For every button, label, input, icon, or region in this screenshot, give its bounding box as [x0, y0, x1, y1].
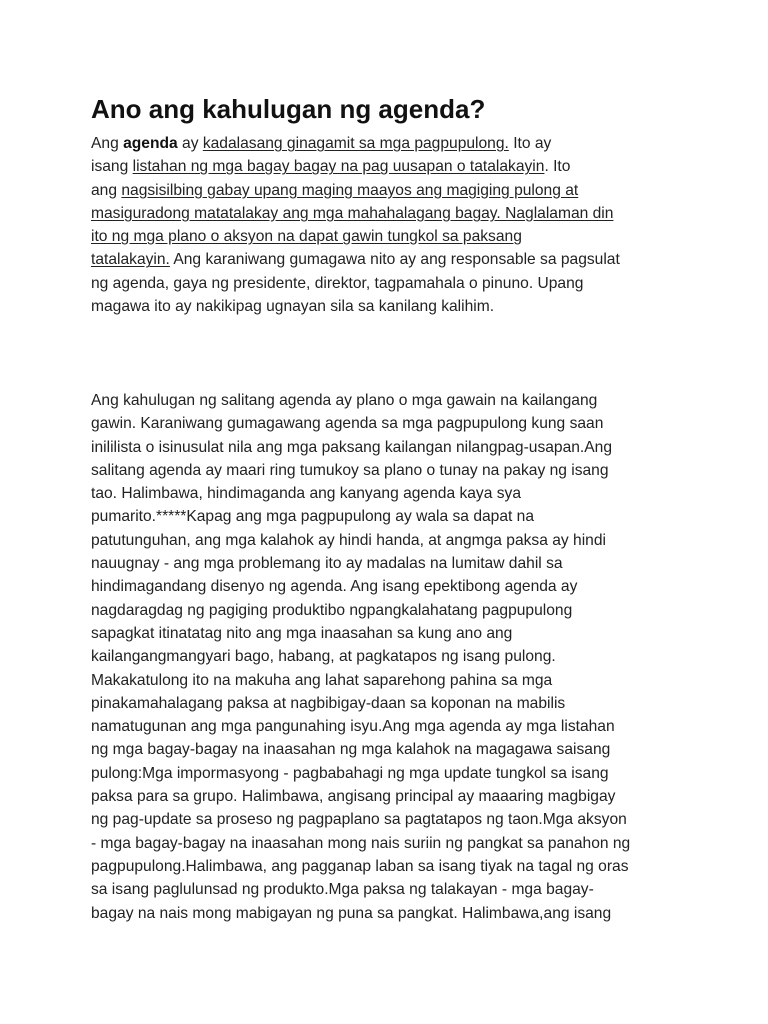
- text-line: [91, 179, 691, 202]
- text-line: pinakamahalagang paksa at nagbibigay-daan sa koponan na mabilis: [91, 694, 566, 712]
- text-line: Ang kahulugan ng salitang agenda ay plano o mga gawain na kailangang: [91, 392, 598, 409]
- text-link[interactable]: nagsisilbing gabay upang maging maayos ang magiging pulong at: [121, 181, 579, 199]
- text-line: kailangangmangyari bago, habang, at pagkatapos ng isang pulong.: [91, 648, 556, 666]
- body-paragraph: [91, 389, 691, 925]
- text-run: ng agenda, gaya ng presidente, direktor, tagpamahala o pinuno. Upang: [91, 274, 584, 292]
- text-line: [91, 155, 691, 178]
- text-line: - mga bagay-bagay na inaasahan mong nais suriin ng pangkat sa panahon ng: [91, 834, 631, 852]
- text-link[interactable]: kadalasang ginagamit sa mga pagpupulong.: [202, 135, 509, 152]
- text-line: nagdaragdag ng pagiging produktibo ngpangkalahatang pagpupulong: [91, 601, 573, 619]
- text-line: paksa para sa grupo. Halimbawa, angisang principal ay maaaring magbigay: [91, 788, 616, 806]
- text-line: Makakatulong ito na makuha ang lahat saparehong pahina sa mga: [91, 671, 553, 689]
- text-line: salitang agenda ay maari ring tumukoy sa plano o tunay na pakay ng isang: [91, 461, 609, 479]
- text-line: pulong:Mga impormasyong - pagbabahagi ng mga update tungkol sa isang: [91, 764, 609, 782]
- text-line: nauugnay - ang mga problemang ito ay madalas na lumitaw dahil sa: [91, 555, 563, 573]
- text-link[interactable]: masiguradong matatalakay ang mga mahahalagang bagay. Naglalaman din: [91, 204, 614, 222]
- text-line: sapagkat itinatatag nito ang mga inaasahan sa kung ano ang: [91, 624, 513, 642]
- text-line: bagay na nais mong mabigayan ng puna sa pangkat. Halimbawa,ang isang: [91, 904, 612, 922]
- text-line: [91, 272, 691, 295]
- text-run: . Ito: [544, 158, 571, 176]
- text-line: [91, 202, 691, 225]
- text-line: sa isang paglulunsad ng produkto.Mga paksa ng talakayan - mga bagay-: [91, 881, 594, 899]
- text-line: pumarito.*****Kapag ang mga pagpupulong ay wala sa dapat na: [91, 508, 535, 526]
- text-line: patutunguhan, ang mga kalahok ay hindi handa, at angmga paksa ay hindi: [91, 531, 606, 549]
- text-line: namatugunan ang mga pangunahing isyu.Ang mga agenda ay mga listahan: [91, 718, 615, 736]
- text-run: Ang: [91, 135, 124, 152]
- text-line: ng mga bagay-bagay na inaasahan ng mga kalahok na magagawa saisang: [91, 741, 611, 759]
- text-line: [91, 248, 691, 271]
- text-run: Ang karaniwang gumagawa nito ay ang responsable sa pagsulat: [169, 251, 620, 269]
- text-line: ng pag-update sa proseso ng pagpaplano sa pagtatapos ng taon.Mga aksyon: [91, 811, 627, 829]
- text-line: [91, 225, 691, 248]
- text-run: ay: [177, 135, 203, 152]
- bold-term: agenda: [123, 135, 178, 152]
- text-run: ang: [91, 181, 122, 199]
- text-line: pagpupulong.Halimbawa, ang pagganap laban sa isang tiyak na tagal ng oras: [91, 857, 629, 875]
- text-run: magawa ito ay nakikipag ugnayan sila sa kanilang kalihim.: [91, 298, 495, 316]
- text-link[interactable]: listahan ng mga bagay bagay na pag uusapan o tatalakayin: [132, 158, 545, 176]
- text-line: hindimagandang disenyo ng agenda. Ang isang epektibong agenda ay: [91, 578, 578, 596]
- text-line: [91, 132, 691, 155]
- page-title: Ano ang kahulugan ng agenda?: [91, 94, 486, 124]
- text-line: tao. Halimbawa, hindimaganda ang kanyang agenda kaya sya: [91, 485, 521, 503]
- text-link[interactable]: ito ng mga plano o aksyon na dapat gawin tungkol sa paksang: [91, 228, 522, 246]
- intro-paragraph: [91, 132, 691, 318]
- text-line: inililista o isinusulat nila ang mga paksang kailangan nilangpag-usapan.Ang: [91, 438, 613, 456]
- text-link[interactable]: tatalakayin.: [91, 251, 170, 269]
- text-line: gawin. Karaniwang gumagawang agenda sa mga pagpupulong kung saan: [91, 415, 604, 433]
- text-run: Ito ay: [508, 135, 552, 152]
- text-run: isang: [91, 158, 133, 176]
- text-line: [91, 295, 691, 318]
